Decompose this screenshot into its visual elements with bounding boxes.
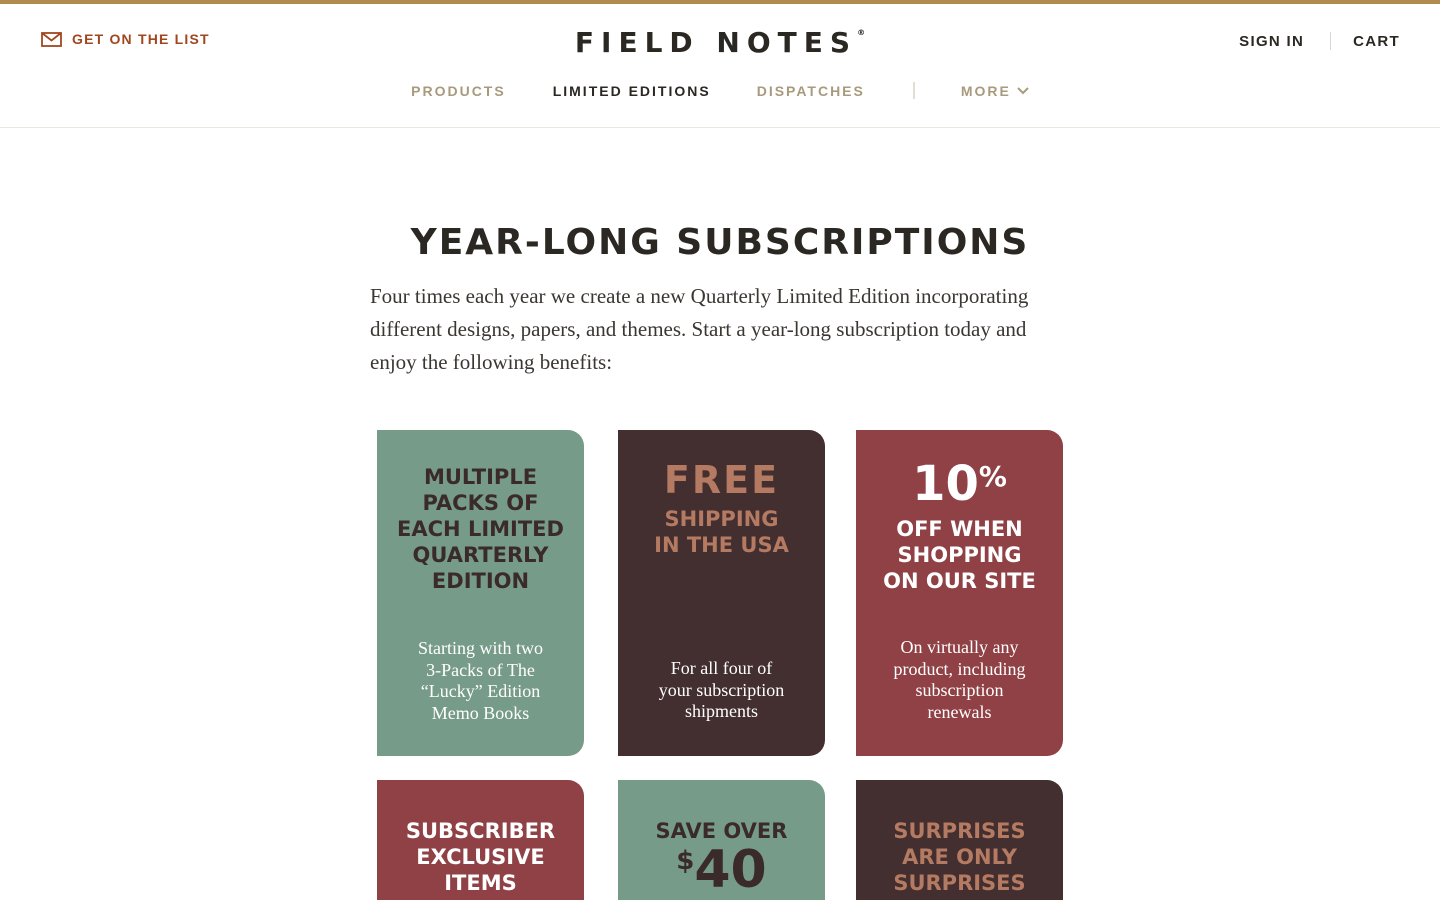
logo-registered-mark: ®: [857, 28, 866, 37]
account-divider: [1330, 32, 1331, 50]
nav-item-dispatches[interactable]: DISPATCHES: [756, 82, 865, 99]
nav-item-products[interactable]: PRODUCTS: [411, 82, 506, 99]
main-nav: [0, 82, 1440, 99]
account-links: [1239, 32, 1400, 50]
logo-text: FIELD NOTES: [574, 26, 858, 59]
site-logo[interactable]: [0, 26, 1440, 59]
cart-link[interactable]: CART: [1353, 32, 1400, 50]
benefit-card-description: On virtually any product, including subscription renewals: [893, 637, 1026, 722]
site-header: [0, 4, 1440, 128]
benefit-card-savings: [618, 780, 825, 900]
benefit-card-heading: SUBSCRIBER EXCLUSIVE ITEMS: [405, 819, 556, 895]
nav-item-limited-editions[interactable]: LIMITED EDITIONS: [552, 82, 711, 99]
get-on-the-list-label: GET ON THE LIST: [72, 31, 210, 47]
benefit-card-multiple-packs: [377, 430, 584, 756]
sign-in-link[interactable]: SIGN IN: [1239, 32, 1305, 50]
benefit-card-heading: MULTIPLE PACKS OF EACH LIMITED QUARTERLY EDITION: [397, 465, 564, 593]
nav-more-label: MORE: [960, 82, 1011, 99]
benefit-card-discount: [856, 430, 1063, 756]
benefit-card-heading: SURPRISES ARE ONLY SURPRISES: [893, 819, 1026, 895]
benefit-card-free-shipping: [618, 430, 825, 756]
benefit-card-big-text: 10%: [912, 456, 1007, 512]
benefit-card-surprises: [856, 780, 1063, 900]
benefit-card-heading: SHIPPING IN THE USA: [654, 507, 789, 557]
benefit-card-description: For all four of your subscription shipments: [658, 658, 785, 721]
nav-divider: [913, 82, 915, 99]
nav-item-more[interactable]: [961, 83, 1029, 99]
page-title: YEAR-LONG SUBSCRIPTIONS: [410, 222, 1030, 263]
benefit-card-big-text: $40: [676, 840, 767, 900]
benefit-card-description: Starting with two 3-Packs of The “Lucky” Edition Memo Books: [418, 638, 543, 723]
intro-text: Four times each year we create a new Quarterly Limited Edition incorporating different designs, papers, and themes. Start a year-long subscription today and enjoy the following benefits:: [370, 284, 1029, 374]
benefit-card-heading: OFF WHEN SHOPPING ON OUR SITE: [883, 517, 1036, 593]
benefit-card-heading: SAVE OVER: [655, 819, 788, 843]
benefit-card-big-text: FREE: [663, 458, 780, 502]
benefit-card-exclusive-items: [377, 780, 584, 900]
chevron-down-icon: [1017, 87, 1029, 95]
